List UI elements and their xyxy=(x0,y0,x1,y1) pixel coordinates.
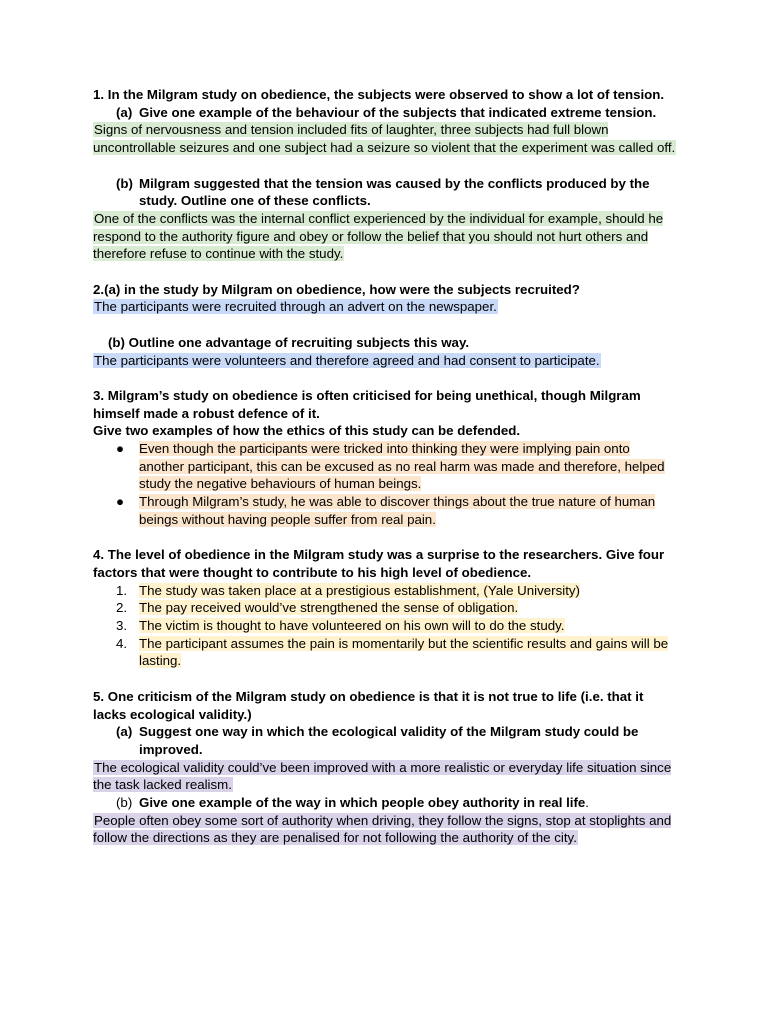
list-item xyxy=(93,440,678,493)
q5b-question-text: Give one example of the way in which people obey authority in real life xyxy=(139,795,586,811)
q1a-question xyxy=(93,104,678,122)
spacer xyxy=(93,157,678,175)
q5b-answer xyxy=(93,812,678,847)
q4-item-2: The pay received would’ve strengthened the sense of obligation. xyxy=(139,600,519,616)
q4-item-3: The victim is thought to have volunteered on his own will to do the study. xyxy=(139,618,565,634)
q3-bullet-2: Through Milgram’s study, he was able to discover things about the true nature of human beings without having people suffer from real pain. xyxy=(139,494,656,527)
list-number: 2. xyxy=(116,600,128,616)
list-text-wrap xyxy=(139,617,678,635)
q2b-answer-text: The participants were volunteers and therefore agreed and had consent to participate. xyxy=(94,352,600,368)
q1b-question xyxy=(93,175,678,210)
q1b-label: (b) xyxy=(116,175,133,191)
q3-prompt: Give two examples of how the ethics of this study can be defended. xyxy=(93,423,521,439)
q1b-answer-text: One of the conflicts was the internal conflict experienced by the individual for example, should he respond to the authority figure and obey or follow the belief that you should not hurt others and therefore refuse to continue with the study. xyxy=(93,210,664,262)
q1-title: 1. In the Milgram study on obedience, the subjects were observed to show a lot of tension. xyxy=(93,87,665,102)
q5a-question-text: Suggest one way in which the ecological validity of the Milgram study could be improved. xyxy=(139,724,639,757)
list-number: 4. xyxy=(116,635,128,651)
q4-title: 4. The level of obedience in the Milgram study was a surprise to the researchers. Give four factors that were thought to contribute to his high level of obedience. xyxy=(93,547,665,580)
bullet-text-wrap xyxy=(139,440,678,493)
q2a-answer xyxy=(93,298,678,316)
list-item xyxy=(93,582,678,600)
list-item xyxy=(93,493,678,528)
bullet-text-wrap xyxy=(139,493,678,528)
list-item xyxy=(93,635,678,670)
spacer xyxy=(93,369,678,387)
q5a-answer-text: The ecological validity could’ve been improved with a more realistic or everyday life situation since the task lacked realism. xyxy=(93,759,672,793)
q3-bullet-1: Even though the participants were tricked into thinking they were implying pain onto another participant, this can be excused as no real harm was made and therefore, helped study the negative behaviours of human beings. xyxy=(139,441,665,492)
q5a-label: (a) xyxy=(116,724,133,740)
q5b-question xyxy=(93,794,678,812)
q5b-answer-text: People often obey some sort of authority when driving, they follow the signs, stop at stoplights and follow the directions as they are penalised for not following the authority of the city. xyxy=(93,812,672,846)
spacer xyxy=(93,670,678,688)
document-page xyxy=(93,86,678,847)
q1b-question-text: Milgram suggested that the tension was caused by the conflicts produced by the study. Outline one of these conflicts. xyxy=(139,175,650,209)
spacer xyxy=(93,263,678,281)
list-text-wrap xyxy=(139,599,678,617)
list-text-wrap xyxy=(139,582,678,600)
q4-item-4: The participant assumes the pain is momentarily but the scientific results and gains will be lasting. xyxy=(139,635,669,669)
q3-bullet-list xyxy=(93,440,678,529)
spacer xyxy=(93,316,678,334)
list-item xyxy=(93,617,678,635)
q1a-answer-text: Signs of nervousness and tension included fits of laughter, three subjects had full blown uncontrollable seizures and one subject had a seizure so violent that the experiment was called off. xyxy=(93,122,676,156)
q5b-label: (b) xyxy=(116,795,133,811)
q2b-question: (b) Outline one advantage of recruiting subjects this way. xyxy=(108,334,470,350)
q1a-question-text: Give one example of the behaviour of the subjects that indicated extreme tension. xyxy=(139,104,657,120)
q5-title: 5. One criticism of the Milgram study on obedience is that it is not true to life (i.e. that it lacks ecological validity.) xyxy=(93,688,644,722)
q5a-answer xyxy=(93,759,678,794)
list-item xyxy=(93,599,678,617)
spacer xyxy=(93,529,678,547)
q1a-answer xyxy=(93,121,678,156)
q2b-answer xyxy=(93,352,678,370)
q5b-question-wrap xyxy=(139,794,589,812)
q4-item-1: The study was taken place at a prestigious establishment, (Yale University) xyxy=(139,582,580,598)
bullet-icon: ● xyxy=(116,441,125,456)
list-text-wrap xyxy=(139,635,678,670)
q2a-question: 2.(a) in the study by Milgram on obedience, how were the subjects recruited? xyxy=(93,281,580,297)
q1a-label: (a) xyxy=(116,104,133,120)
q2a-answer-text: The participants were recruited through an advert on the newspaper. xyxy=(94,299,497,315)
list-number: 1. xyxy=(116,582,128,598)
q5b-question-end: . xyxy=(585,795,589,811)
q1b-answer xyxy=(93,210,678,263)
q4-numbered-list xyxy=(93,582,678,671)
list-number: 3. xyxy=(116,618,128,634)
q5a-question xyxy=(93,723,678,758)
q3-title: 3. Milgram’s study on obedience is often criticised for being unethical, though Milgram himself made a robust defence of it. xyxy=(93,387,641,421)
bullet-icon: ● xyxy=(116,494,125,510)
